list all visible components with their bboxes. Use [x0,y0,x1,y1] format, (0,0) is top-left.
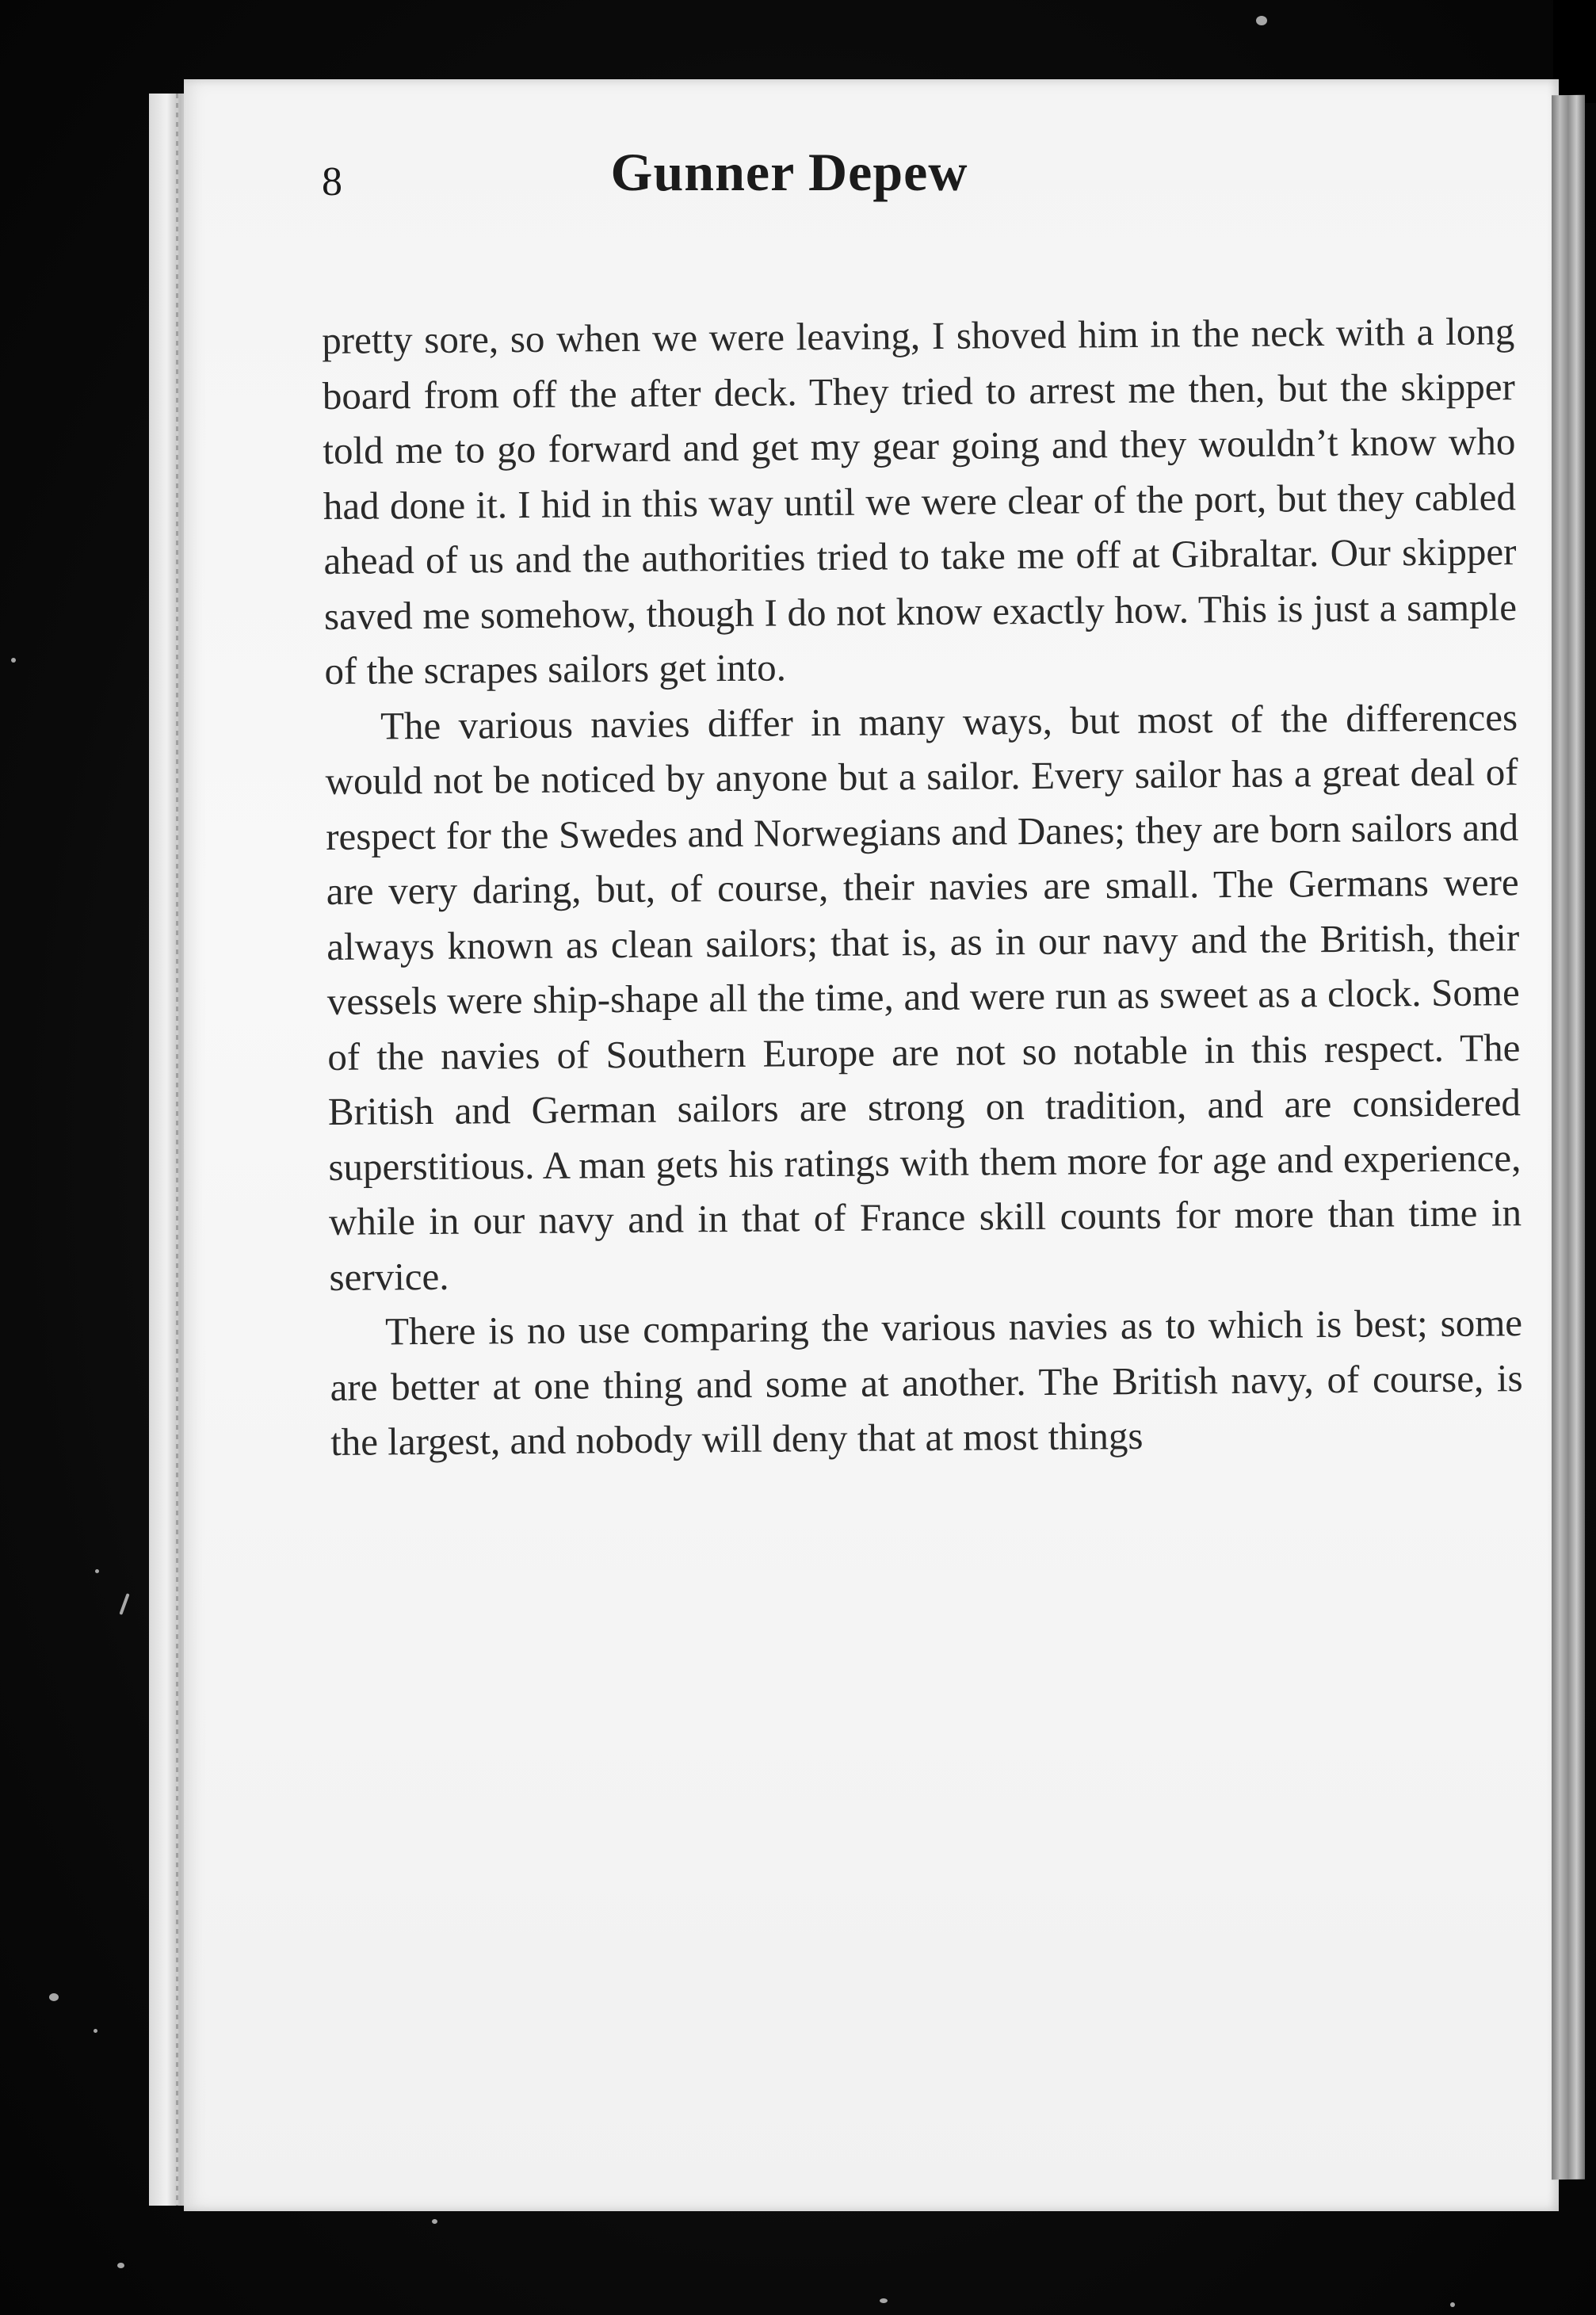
dust-speck [117,2263,124,2268]
page-number: 8 [322,159,342,204]
running-title: Gunner Depew [610,142,968,202]
paragraph: pretty sore, so when we were leaving, I shoved him in the neck with a long board from off the after deck. They tried to arrest me then, but the skipper told me to go forward and get my gear going and they wouldn’t know who had done it. I hid in this way until we were clear of the port, but they cabled ahead of us and the authorities tried to take me off at Gibraltar. Our skipper saved me somehow, though I do not know exactly how. This is just a sample of the scrapes sailors get into. [322,309,1518,693]
dust-speck [94,2029,97,2033]
dust-speck [95,1569,99,1573]
page-body-text [322,304,1523,1469]
dust-speck [11,658,16,663]
dust-speck [880,2298,888,2303]
page-stack-edge [1552,95,1585,2179]
dust-speck [1450,2302,1455,2307]
page-header [322,141,1257,236]
paragraph: There is no use comparing the various navies as to which is best; some are better at one thing and some at another. The British navy, of course, is the largest, and nobody will deny that at most things [330,1301,1523,1464]
dust-speck [1256,16,1267,25]
background-strip [1553,0,1596,103]
dust-speck [119,1593,129,1615]
dust-speck [49,1993,59,2001]
dust-speck [432,2219,437,2224]
paragraph: The various navies differ in many ways, but most of the differences would not be noticed by anyone but a sailor. Every sailor has a great deal of respect for the Swedes and Norwegians and Danes; they are born sailors and are very daring, but, of course, their navies are small. The Germans were always known as clean sailors; that is, as in our navy and the British, their vessels were ship-shape all the time, and were run as sweet as a clock. Some of the navies of Southern Europe are not so notable in this respect. The British and German sailors are strong on tradition, and are considered superstitious. A man gets his ratings with them more for age and experience, while in our navy and in that of France skill counts for more than time in service. [325,694,1522,1299]
